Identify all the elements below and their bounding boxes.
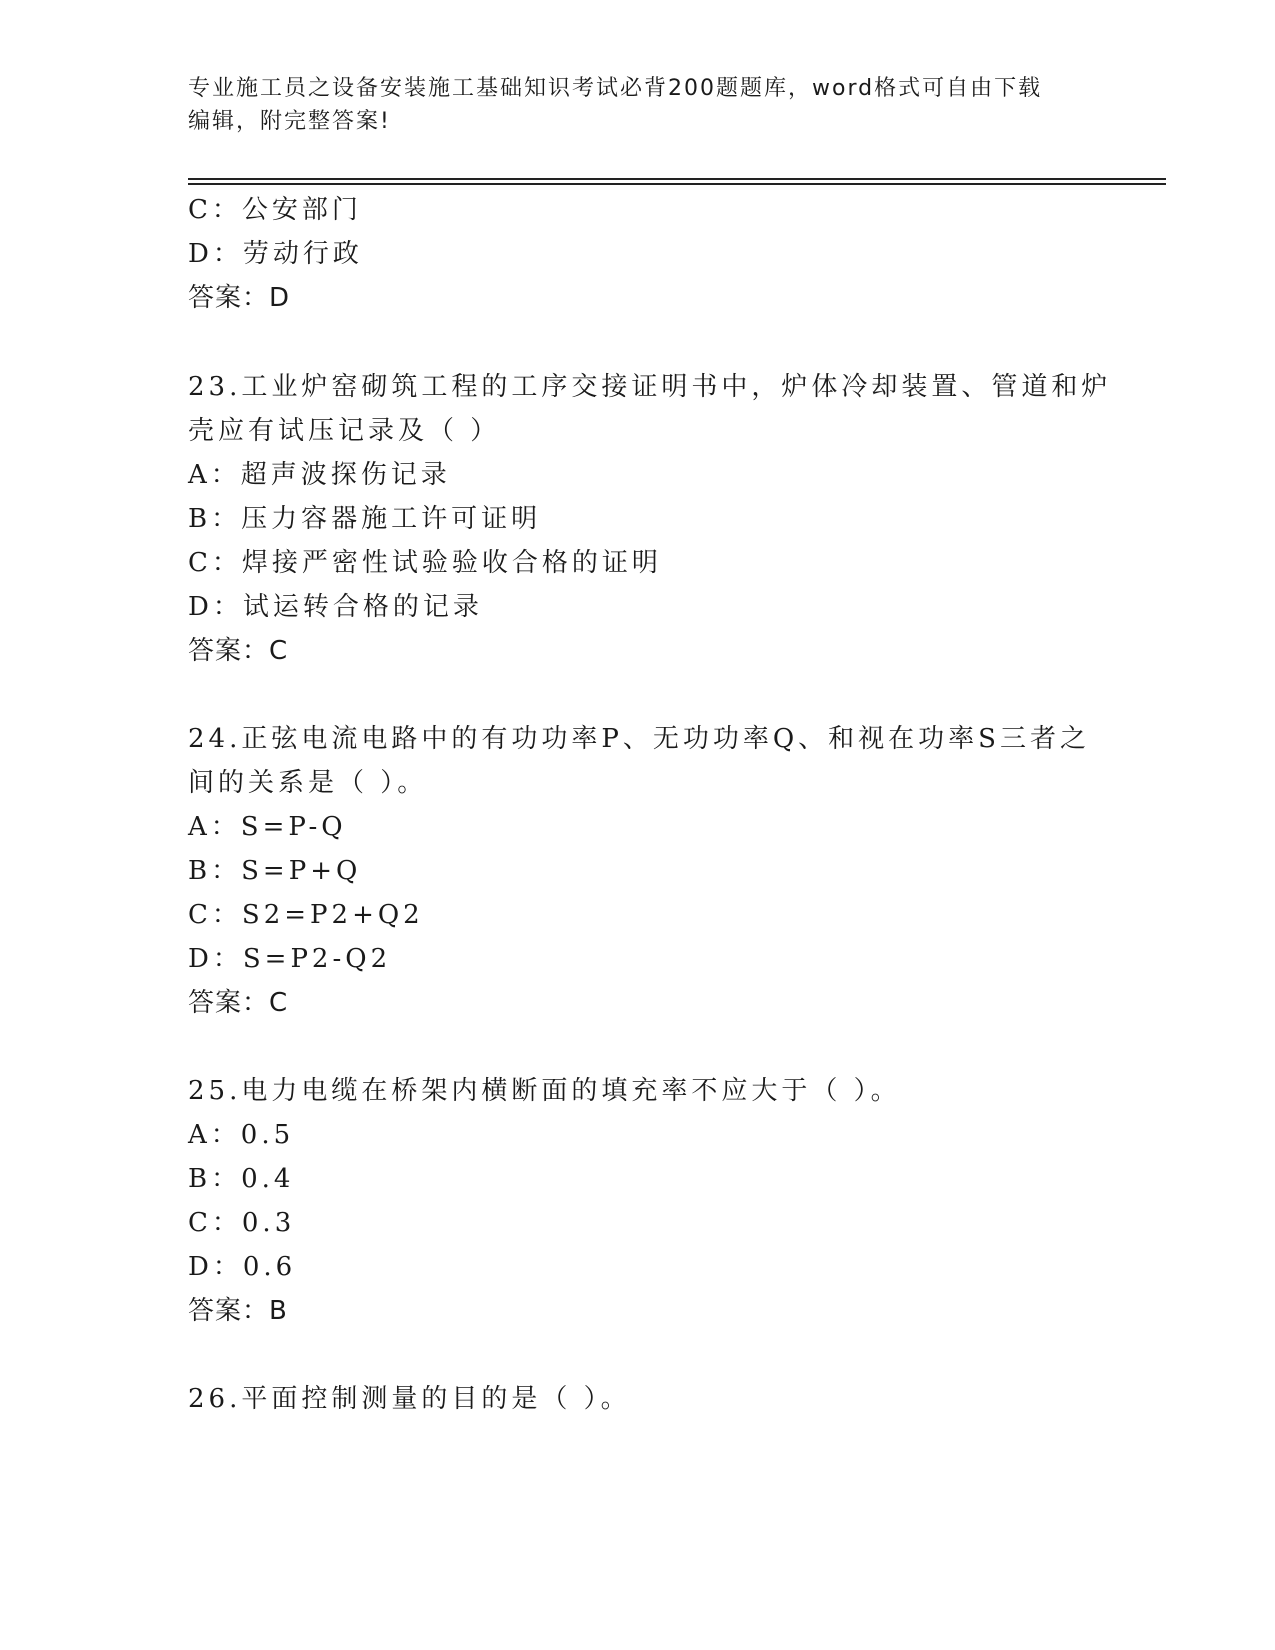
header-divider-bottom (188, 183, 1166, 185)
q24-stem-line-2: 间的关系是（ ）。 (188, 768, 428, 798)
q23-answer: 答案：C (188, 636, 289, 666)
q24-option-a: A：S=P-Q (188, 812, 347, 842)
q26-stem: 26.平面控制测量的目的是（ ）。 (188, 1384, 631, 1414)
q24-option-d: D：S=P2-Q2 (188, 944, 392, 974)
header-title-line-2: 编辑，附完整答案! (188, 109, 391, 134)
q23-stem-line-1: 23.工业炉窑砌筑工程的工序交接证明书中，炉体冷却装置、管道和炉 (188, 372, 1112, 402)
q23-option-a: A：超声波探伤记录 (188, 460, 451, 490)
q25-option-c: C：0.3 (188, 1208, 296, 1238)
q23-option-d: D：试运转合格的记录 (188, 592, 483, 622)
q25-answer: 答案：B (188, 1296, 288, 1326)
q24-option-b: B：S=P+Q (188, 856, 362, 886)
q23-option-c: C：焊接严密性试验验收合格的证明 (188, 548, 662, 578)
document-header (188, 72, 1068, 138)
q24-option-c: C：S2=P2+Q2 (188, 900, 424, 930)
q22-option-c: C：公安部门 (188, 195, 362, 225)
q25-option-b: B：0.4 (188, 1164, 295, 1194)
header-title-line-1: 专业施工员之设备安装施工基础知识考试必背200题题库，word格式可自由下载 (188, 76, 1043, 101)
q23-option-b: B：压力容器施工许可证明 (188, 504, 542, 534)
header-divider-top (188, 178, 1166, 180)
q25-option-a: A：0.5 (188, 1120, 295, 1150)
q23-stem-line-2: 壳应有试压记录及（ ） (188, 416, 501, 446)
q24-answer: 答案：C (188, 988, 289, 1018)
q24-stem-line-1: 24.正弦电流电路中的有功功率P、无功功率Q、和视在功率S三者之 (188, 724, 1090, 754)
q25-stem: 25.电力电缆在桥架内横断面的填充率不应大于（ ）。 (188, 1076, 901, 1106)
q22-option-d: D：劳动行政 (188, 239, 363, 269)
q25-option-d: D：0.6 (188, 1252, 297, 1282)
q22-answer: 答案：D (188, 283, 291, 313)
